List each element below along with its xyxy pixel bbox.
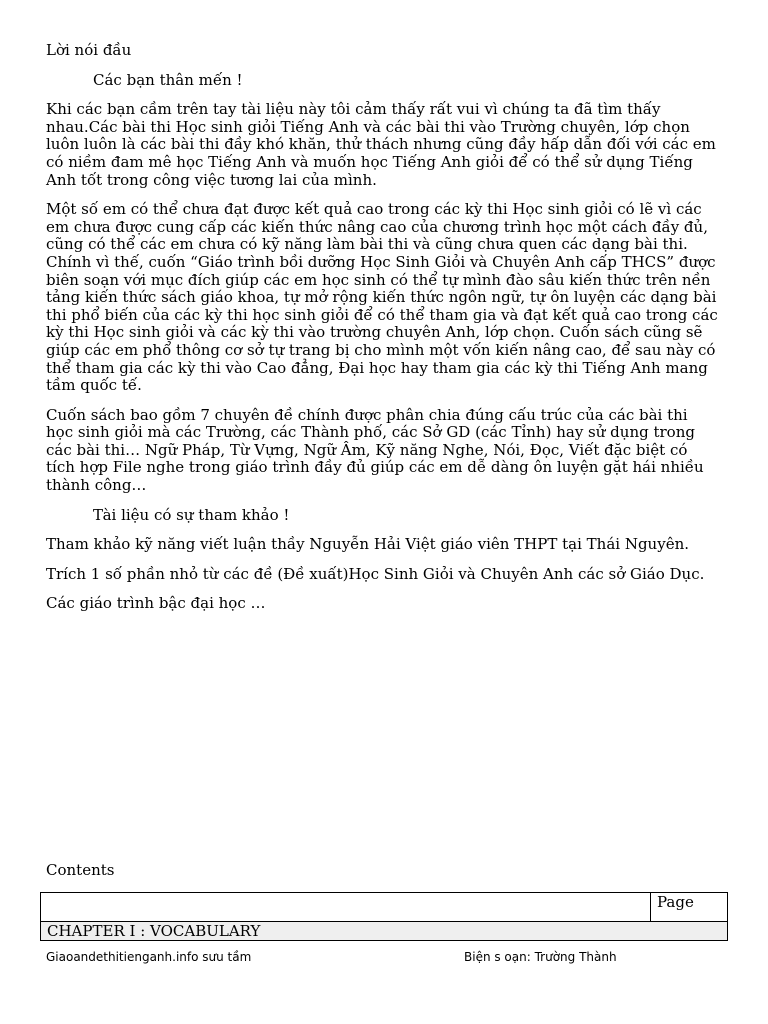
reference-3: Các giáo trình bậc đại học …	[46, 594, 266, 613]
contents-header-row	[41, 893, 728, 922]
contents-label: Contents	[46, 861, 115, 879]
reference-heading: Tài liệu có sự tham khảo !	[93, 505, 290, 524]
preface-title: Lời nói đầu	[46, 41, 132, 59]
footer-source: Giaoandethitienganh.info sưu tầm	[46, 950, 252, 964]
reference-2: Trích 1 số phần nhỏ từ các đề (Đề xuất)Học Sinh Giỏi và Chuyên Anh các sở Giáo Dục.	[46, 564, 705, 583]
paragraph-3: Cuốn sách bao gồm 7 chuyên đề chính được phân chia đúng cấu trúc của các bài thi học sinh giỏi mà các Trường, các Thành phố, các Sở GD (các Tỉnh) hay sử dụng trong các bài thi… Ngữ Pháp, Từ Vựng, Ngữ Âm, Kỹ năng Nghe, Nói, Đọc, Viết đặc biệt có tích hợp File nghe trong giáo trình đầy đủ giúp các em dễ dàng ôn luyện gặt hái nhiều thành công…	[46, 405, 704, 495]
greeting: Các bạn thân mến !	[93, 70, 243, 89]
contents-header-cell	[41, 893, 651, 922]
reference-1: Tham khảo kỹ năng viết luận thầy Nguyễn Hải Việt giáo viên THPT tại Thái Nguyên.	[46, 535, 690, 554]
paragraph-1: Khi các bạn cầm trên tay tài liệu này tôi cảm thấy rất vui vì chúng ta đã tìm thấy nhau.Các bài thi Học sinh giỏi Tiếng Anh và các bài thi vào Trường chuyên, lớp chọn luôn luôn là các bài thi đầy khó khăn, thử thách nhưng cũng đầy hấp dẫn đối với các em có niềm đam mê học Tiếng Anh và muốn học Tiếng Anh giỏi để có thể sử dụng Tiếng Anh tốt trong công việc tương lai của mình.	[46, 100, 716, 189]
footer-editor: Biện s oạn: Trường Thành	[464, 950, 617, 964]
document-body	[46, 42, 718, 625]
contents-row-chapter-1	[41, 922, 728, 941]
contents-table	[40, 892, 728, 941]
paragraph-2: Một số em có thể chưa đạt được kết quả cao trong các kỳ thi Học sinh giỏi có lẽ vì các em chưa được cung cấp các kiến thức nâng cao của chương trình học một cách đầy đủ, cũng có thể các em chưa có kỹ năng làm bài thi và cũng chưa quen các dạng bài thi. Chính vì thế, cuốn “Giáo trình bồi dưỡng Học Sinh Giỏi và Chuyên Anh cấp THCS” được biên soạn với mục đích giúp các em học sinh có thể tự mình đào sâu kiến thức trên nền tảng kiến thức sách giáo khoa, tự mở rộng kiến thức ngôn ngữ, tự ôn luyện các dạng bài thi phổ biến của các kỳ thi học sinh giỏi để có thể tham gia và đạt kết quả cao trong các kỳ thi Học sinh giỏi và các kỳ thi vào trường chuyên Anh, lớp chọn. Cuốn sách cũng sẽ giúp các em phổ thông cơ sở tự trang bị cho mình một vốn kiến nâng cao, để sau này có thể tham gia các kỳ thi vào Cao đẳng, Đại học hay tham gia các kỳ thi Tiếng Anh mang tầm quốc tế.	[46, 200, 718, 395]
page-column-header: Page	[651, 893, 728, 922]
chapter-1-entry[interactable]: CHAPTER I : VOCABULARY	[41, 922, 728, 941]
